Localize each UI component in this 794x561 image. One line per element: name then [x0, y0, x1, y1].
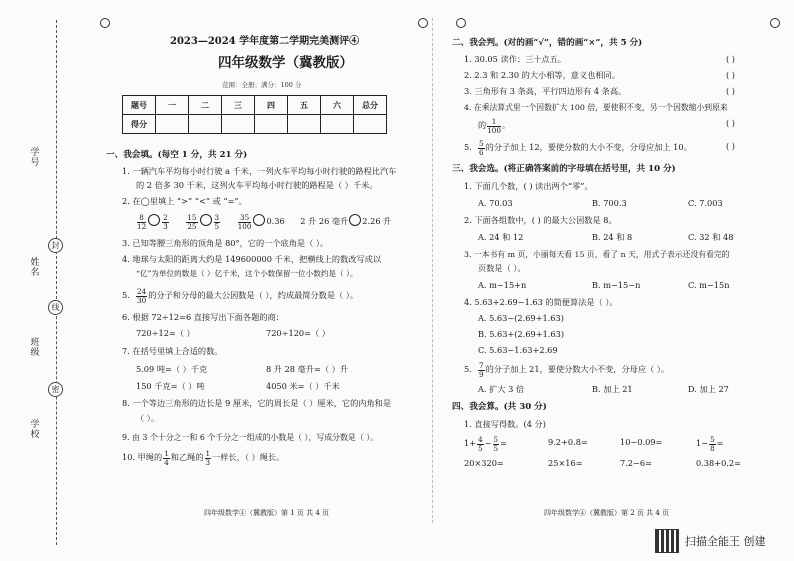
- choice-5-text: 的分子加上 21，要使分数大小不变，分母应（ ）。: [485, 364, 670, 374]
- choice-5-option-d[interactable]: D. 加上 27: [688, 384, 729, 394]
- question-9: 9. 由 3 个十分之一和 6 个千分之一组成的小数是（ ），写成分数是（ ）。: [122, 433, 379, 442]
- score-header-cell: 五: [288, 96, 321, 115]
- judge-3: 3. 三角形有 3 条高，平行四边形有 4 条高。: [464, 86, 627, 96]
- score-cell[interactable]: [354, 115, 387, 134]
- qr-code-icon: [655, 529, 679, 553]
- score-header-cell: 一: [156, 96, 189, 115]
- score-header-cell: 总分: [354, 96, 387, 115]
- question-4-line-2: “亿”为单位的数是（ ）亿千米，这个小数保留一位小数约是（ ）。: [136, 269, 358, 278]
- scanner-watermark: [655, 530, 766, 552]
- fraction: $\frac{1}{100}$: [487, 116, 501, 135]
- fraction: $\frac{1}{3}$: [205, 448, 211, 467]
- judge-5: 5. $\frac{5}{6}$ 的分子加上 12，要使分数的大小不变，分母应加上 10。: [464, 138, 692, 157]
- fraction: $\frac{8}{12}$: [137, 212, 147, 231]
- score-header-cell: 二: [189, 96, 222, 115]
- class-label: 班级: [30, 338, 40, 358]
- fraction: $\frac{7}{9}$: [479, 360, 484, 379]
- compare-value: 0.36: [266, 216, 285, 226]
- question-8-line-2: （ ）。: [136, 413, 160, 423]
- fraction: $\frac{5}{6}$: [479, 138, 484, 157]
- calc-text: 1−: [696, 438, 709, 448]
- school-label: 学校: [30, 420, 40, 440]
- choice-4-option-a[interactable]: A. 5.63−(2.69+1.63): [478, 313, 564, 323]
- calc-item: 20×320=: [464, 458, 504, 468]
- question-10-text: 10. 甲绳的: [122, 452, 163, 462]
- compare-circle[interactable]: [349, 214, 361, 226]
- score-header-row: [123, 96, 387, 115]
- choice-3-option-c[interactable]: C. m−15n: [688, 280, 730, 290]
- page-2-footer: 四年级数学④（冀教版）第 2 页 共 4 页: [544, 509, 670, 517]
- question-6: 6. 根据 72÷12=6 直接写出下面各题的商：: [122, 312, 284, 322]
- question-1-line-1: 1. 一辆汽车平均每小时行驶 a 千米，一列火车平均每小时行驶的路程比汽车: [122, 166, 397, 176]
- fraction: $\frac{3}{5}$: [214, 212, 220, 231]
- page-1-footer: 四年级数学④（冀教版）第 1 页 共 4 页: [204, 509, 330, 517]
- question-5-text: 的分子和分母的最大公因数是（ ），约成最简分数是（ ）。: [148, 290, 359, 300]
- choice-4-option-c[interactable]: C. 5.63−1.63+2.69: [478, 345, 558, 355]
- choice-1-option-a[interactable]: A. 70.03: [478, 198, 513, 208]
- question-3: 3. 已知等腰三角形的顶角是 80°，它的一个底角是（ ）。: [122, 238, 329, 248]
- calc-item: 9.2+0.8=: [548, 437, 588, 447]
- page-2: [444, 0, 774, 561]
- choice-2-option-c[interactable]: C. 32 和 48: [688, 232, 734, 242]
- calc-item: 10−0.09=: [620, 437, 663, 447]
- choice-3-option-a[interactable]: A. m−15+n: [478, 280, 527, 290]
- score-cell[interactable]: [189, 115, 222, 134]
- fraction: $\frac{4}{5}$: [478, 434, 483, 453]
- section-1-title: 一、我会填。(每空 1 分，共 21 分): [106, 150, 248, 160]
- name-label: 姓名: [30, 258, 40, 278]
- section-2-title: 二、我会判。(对的画“√”，错的画“×”，共 5 分): [452, 38, 643, 48]
- compare-value: 2 升 26 毫升: [300, 216, 349, 226]
- score-cell[interactable]: [255, 115, 288, 134]
- section-4-title: 四、我会算。(共 30 分): [452, 402, 547, 412]
- question-2-items: [136, 210, 391, 232]
- binding-mark-xian: 线: [48, 300, 63, 315]
- choice-4: 4. 5.63+2.69−1.63 的简便算法是（ ）。: [464, 297, 618, 307]
- question-7-b: 8 升 28 毫升=（ ）升: [266, 364, 349, 374]
- score-table: [122, 95, 387, 134]
- judge-5-text: 的分子加上 12，要使分数的大小不变，分母应加上 10。: [485, 142, 692, 152]
- fraction: $\frac{1}{4}$: [164, 448, 169, 467]
- binding-mark-feng: 封: [48, 238, 63, 253]
- calc-item: 0.38+0.2=: [696, 458, 741, 468]
- fraction: $\frac{2}{3}$: [163, 212, 168, 231]
- score-row: [123, 115, 387, 134]
- question-10: [122, 446, 284, 468]
- exam-scope: 范围：全册；满分：100 分: [222, 81, 302, 89]
- score-header-cell: 题号: [123, 96, 156, 115]
- score-cell[interactable]: [156, 115, 189, 134]
- calc-text: =: [716, 438, 724, 448]
- choice-3-line-1: 3. 一本书有 m 页，小丽每天看 15 页，看了 n 天，用式子表示还没有看完的: [464, 250, 730, 259]
- judge-4-answer[interactable]: ( ): [726, 118, 735, 128]
- binding-mark-mi: 密: [48, 382, 63, 397]
- calc-item: 7.2−6=: [620, 458, 652, 468]
- question-8-line-1: 8. 一个等边三角形的边长是 9 厘米，它的周长是（ ）厘米，它的内角和是: [122, 398, 392, 408]
- score-header-cell: 三: [222, 96, 255, 115]
- score-header-cell: 四: [255, 96, 288, 115]
- choice-5: 5. $\frac{7}{9}$ 的分子加上 21，要使分数大小不变，分母应（ ）。: [464, 360, 670, 379]
- calc-1-title: 1. 直接写得数。(4 分): [464, 419, 546, 429]
- question-4-line-1: 4. 地球与太阳的距离大约是 149600000 千米，把横线上的数改写成以: [122, 254, 382, 264]
- fraction: $\frac{15}{25}$: [187, 212, 197, 231]
- judge-4-text: 的: [478, 120, 487, 130]
- judge-2-answer[interactable]: ( ): [726, 70, 735, 80]
- calc-item: [696, 432, 724, 454]
- fraction: $\frac{5}{5}$: [493, 434, 499, 453]
- question-10-text: 一样长，（ ）绳长。: [212, 452, 285, 462]
- judge-4-text: 。: [501, 120, 511, 130]
- student-id-label: 学号: [30, 148, 40, 168]
- question-5: 5. $\frac{24}{30}$ 的分子和分母的最大公因数是（ ），约成最简分数是（ ）。: [122, 286, 359, 305]
- binding-margin: [0, 0, 104, 561]
- question-7: 7. 在括号里填上合适的数。: [122, 346, 223, 356]
- calc-item: [464, 432, 507, 454]
- compare-value: 2.26 升: [362, 216, 392, 226]
- question-7-c: 150 千克=（ ）吨: [136, 381, 205, 391]
- fraction: $\frac{24}{30}$: [137, 286, 147, 305]
- scanner-watermark-text: 扫描全能王 创建: [685, 535, 766, 548]
- question-6-b: 720÷120=（ ）: [266, 328, 330, 338]
- fraction: $\frac{5}{8}$: [710, 434, 715, 453]
- calc-item: 25×16=: [548, 458, 583, 468]
- choice-1: 1. 下面几个数，( ) 读出两个“零”。: [464, 181, 593, 191]
- choice-4-option-b[interactable]: B. 5.63+(2.69+1.63): [478, 329, 565, 339]
- judge-1-answer[interactable]: ( ): [726, 54, 735, 64]
- section-3-title: 三、我会选。(将正确答案前的字母填在括号里，共 10 分): [452, 164, 676, 174]
- choice-5-option-b[interactable]: B. 加上 21: [592, 384, 633, 394]
- compare-circle[interactable]: [200, 214, 212, 226]
- choice-3-line-2: 页数是（ ）。: [478, 263, 526, 273]
- score-cell[interactable]: [321, 115, 354, 134]
- score-row-label: 得分: [123, 115, 156, 134]
- choice-2: 2. 下面各组数中，( ) 的最大公因数是 8。: [464, 215, 617, 225]
- page-divider: [432, 18, 433, 523]
- choice-2-option-b[interactable]: B. 24 和 8: [592, 232, 633, 242]
- choice-5-option-a[interactable]: A. 扩大 3 倍: [478, 384, 525, 394]
- calc-text: −: [484, 438, 492, 448]
- binding-line: [56, 20, 57, 545]
- score-cell[interactable]: [288, 115, 321, 134]
- compare-circle[interactable]: [253, 214, 265, 226]
- judge-4-line-2: [478, 114, 510, 136]
- question-7-d: 4050 米=（ ）千米: [266, 381, 340, 391]
- calc-text: 1+: [464, 438, 477, 448]
- exam-subtitle: 四年级数学（冀教版）: [218, 55, 353, 71]
- exam-title: 2023—2024 学年度第二学期完美测评④: [170, 36, 360, 47]
- question-6-a: 720÷12=（ ）: [136, 328, 195, 338]
- score-cell[interactable]: [222, 115, 255, 134]
- judge-4-line-1: 4. 在乘法算式里一个因数扩大 100 倍，要使积不变，另一个因数缩小到原来: [464, 103, 728, 112]
- question-1-line-2: 的 2 倍多 30 千米，这列火车平均每小时行驶的路程是（ ）千米。: [136, 180, 378, 190]
- question-10-text: 和乙绳的: [170, 452, 204, 462]
- compare-circle[interactable]: [148, 214, 160, 226]
- calc-text: =: [500, 438, 507, 448]
- question-2: 2. 在◯里填上 “>” “<” 或 “=”。: [122, 196, 247, 206]
- fraction: $\frac{35}{100}$: [237, 212, 252, 231]
- score-header-cell: 六: [321, 96, 354, 115]
- question-7-a: 5.09 吨=（ ）千克: [136, 364, 208, 374]
- choice-2-option-a[interactable]: A. 24 和 12: [478, 232, 524, 242]
- judge-5-answer[interactable]: ( ): [726, 141, 735, 151]
- judge-3-answer[interactable]: ( ): [726, 86, 735, 96]
- judge-2: 2. 2.3 和 2.30 的大小相等，意义也相同。: [464, 70, 620, 80]
- choice-1-option-c[interactable]: C. 7.003: [688, 198, 723, 208]
- judge-1: 1. 30.05 读作：三十点五。: [464, 54, 566, 64]
- page-1: [104, 0, 426, 561]
- choice-1-option-b[interactable]: B. 700.3: [592, 198, 627, 208]
- choice-3-option-b[interactable]: B. m−15−n: [592, 280, 641, 290]
